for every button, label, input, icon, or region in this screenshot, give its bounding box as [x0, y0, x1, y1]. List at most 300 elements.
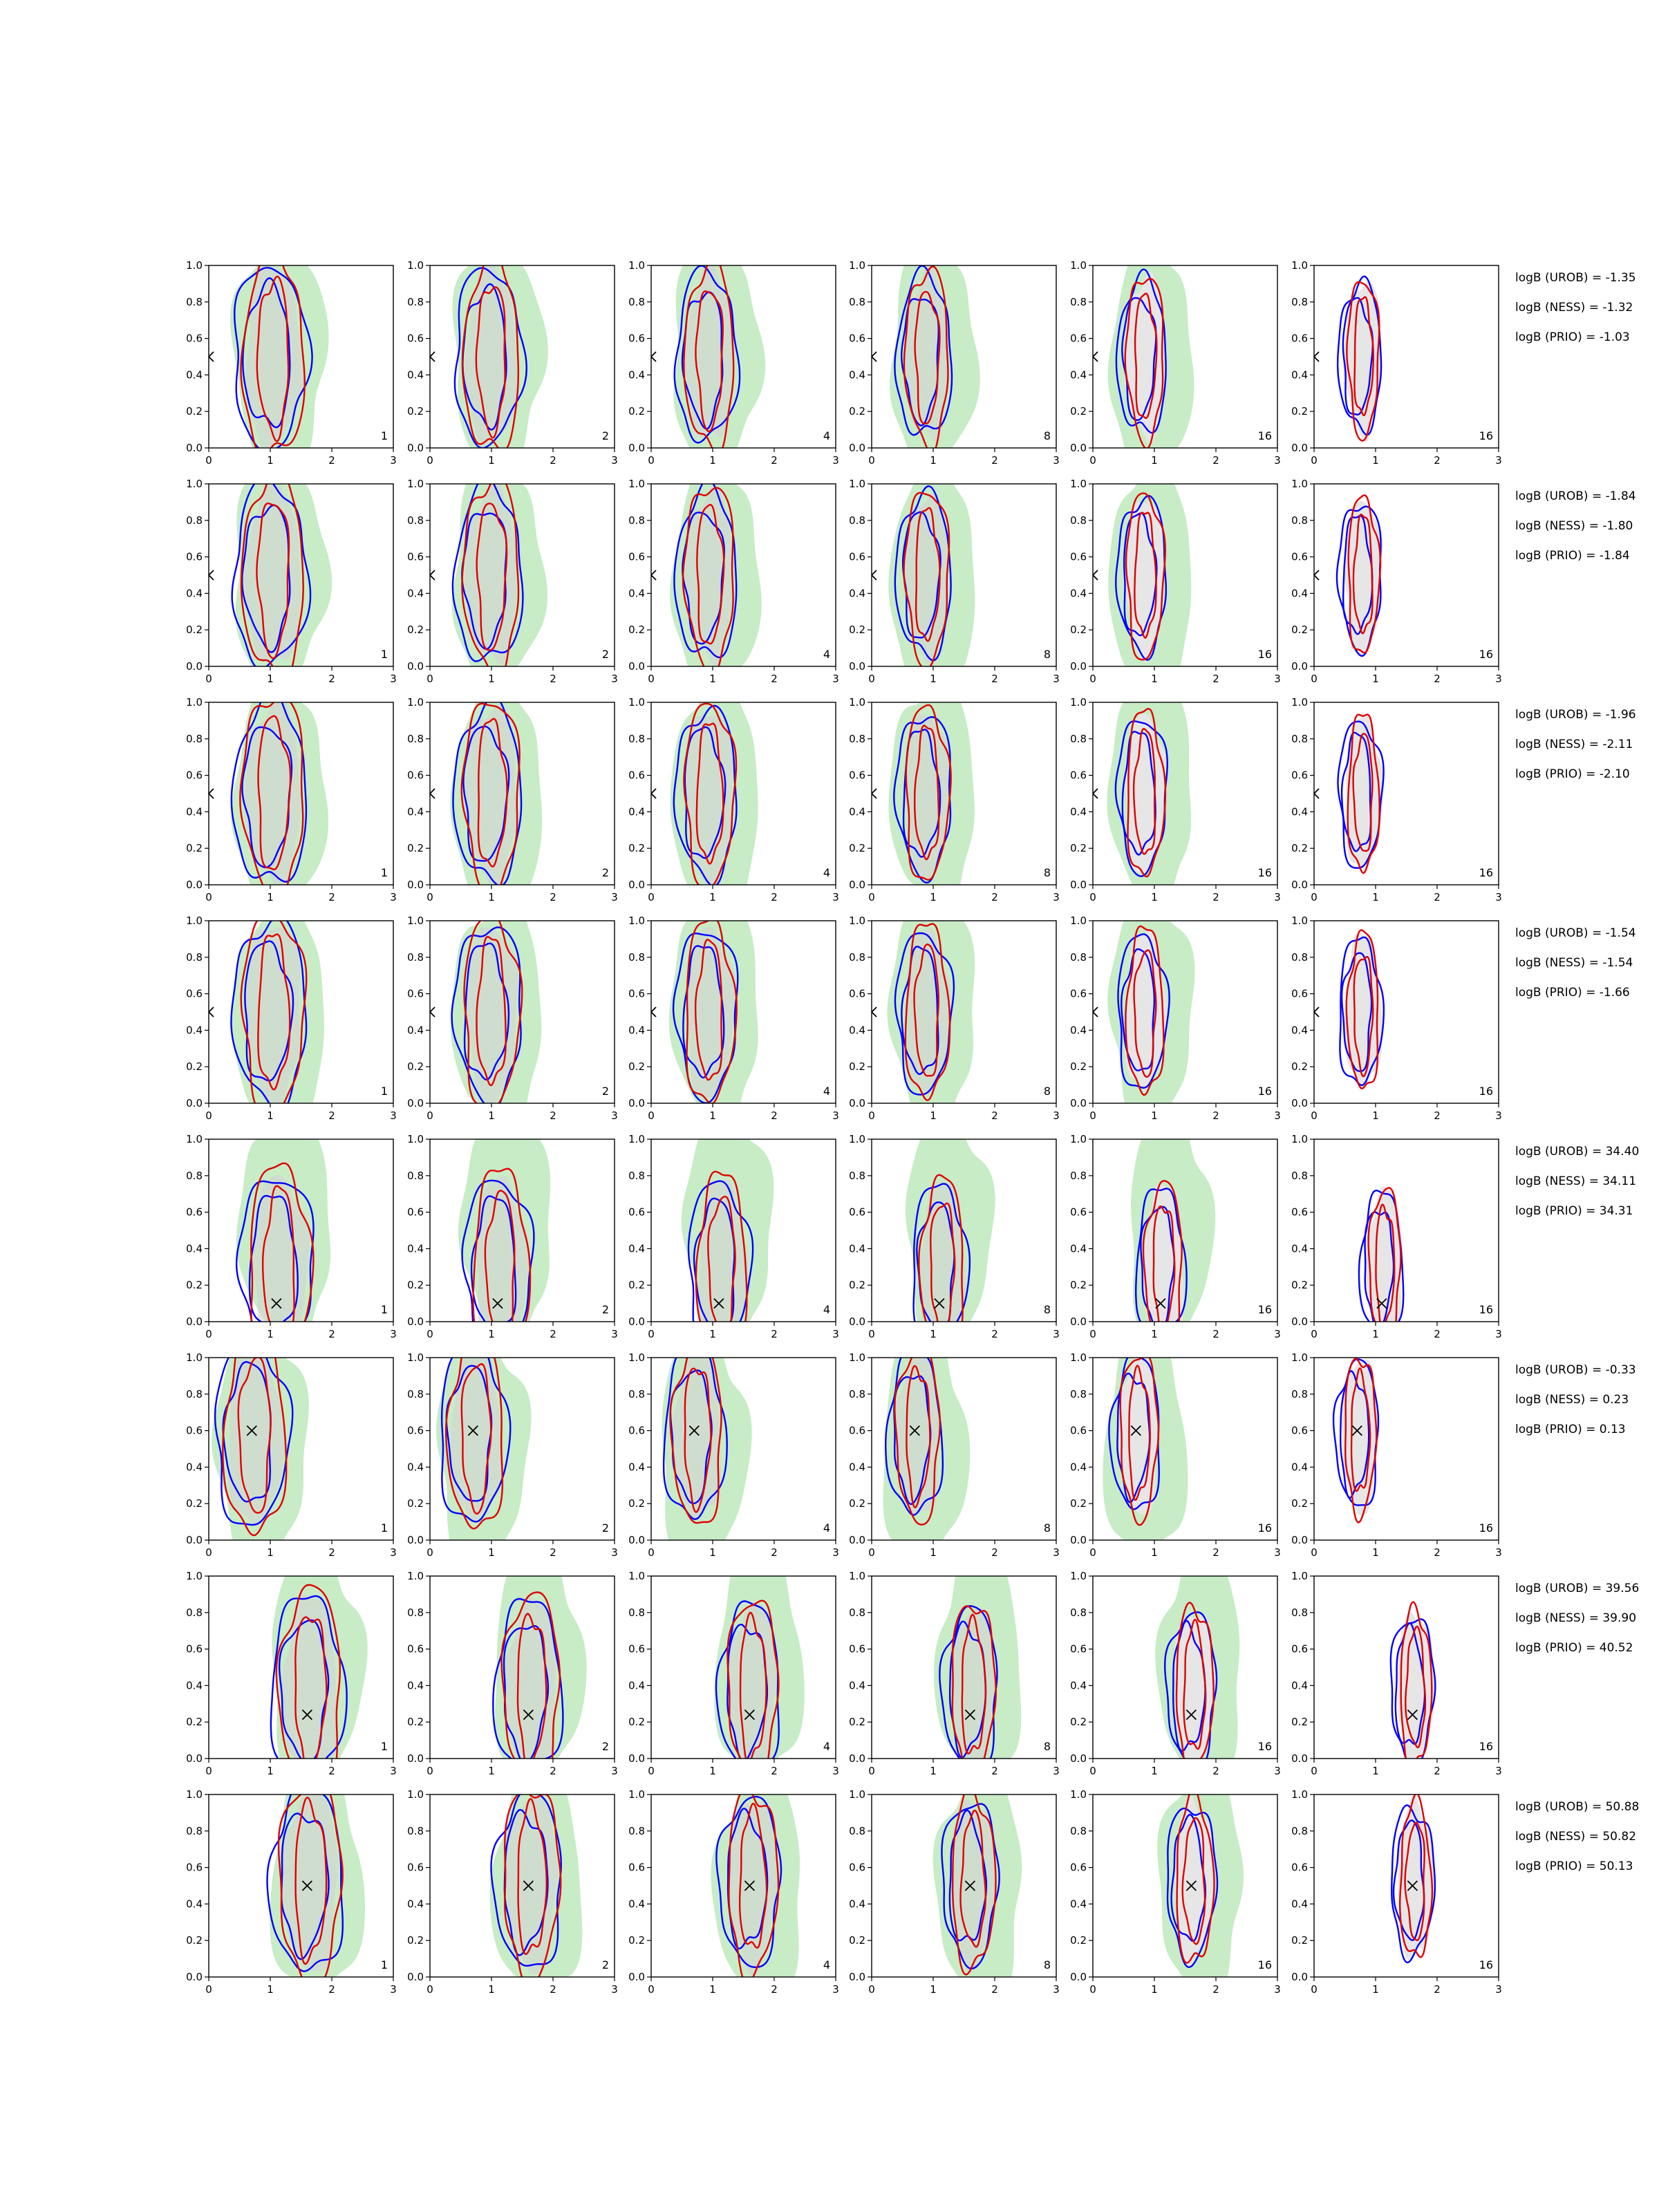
x-tick-label: 0 [1089, 891, 1096, 903]
y-tick-label: 0.0 [407, 1752, 424, 1765]
y-tick-label: 0.2 [849, 1934, 865, 1947]
x-tick-label: 2 [550, 1109, 556, 1122]
y-tick-label: 0.4 [407, 1897, 424, 1911]
y-tick-label: 0.6 [849, 1206, 865, 1219]
y-tick-label: 0.8 [407, 1169, 424, 1182]
logb-ness-label: logB (NESS) = -1.54 [1515, 956, 1633, 970]
y-tick-label: 1.0 [407, 1570, 424, 1582]
y-tick-label: 1.0 [1070, 1351, 1087, 1364]
x-tick-label: 2 [991, 1109, 998, 1122]
y-tick-label: 1.0 [628, 259, 645, 272]
y-tick-label: 1.0 [407, 1351, 424, 1364]
y-tick-label: 1.0 [1070, 1133, 1087, 1145]
y-tick-label: 0.2 [186, 405, 203, 418]
y-tick-label: 0.8 [1070, 1824, 1087, 1837]
y-tick-label: 0.4 [628, 1242, 645, 1255]
y-tick-label: 0.6 [1070, 550, 1087, 563]
y-tick-label: 0.6 [1070, 769, 1087, 782]
x-tick-label: 1 [488, 891, 495, 903]
y-tick-label: 0.0 [1070, 660, 1087, 673]
y-tick-label: 0.2 [849, 842, 865, 855]
x-tick-label: 1 [709, 1765, 716, 1777]
logb-urob-label: logB (UROB) = -1.35 [1515, 271, 1636, 285]
panel-count-label: 4 [823, 1303, 830, 1316]
x-tick-label: 3 [1495, 1109, 1502, 1122]
panel-count-label: 2 [601, 648, 609, 661]
panel-count-label: 4 [823, 1085, 830, 1098]
y-tick-label: 0.2 [628, 1060, 645, 1074]
x-tick-label: 2 [550, 454, 556, 467]
y-tick-label: 0.8 [407, 295, 424, 308]
y-tick-label: 0.6 [849, 332, 865, 345]
x-tick-label: 1 [1372, 454, 1379, 467]
y-tick-label: 0.0 [628, 1315, 645, 1328]
x-tick-label: 3 [1053, 1983, 1060, 1996]
x-tick-label: 1 [1372, 1328, 1379, 1340]
y-tick-label: 0.8 [849, 732, 865, 745]
y-tick-label: 1.0 [849, 696, 865, 709]
y-tick-label: 0.4 [186, 368, 203, 382]
x-tick-label: 1 [930, 1765, 937, 1777]
x-tick-label: 1 [709, 1983, 716, 1996]
x-tick-label: 1 [1372, 1109, 1379, 1122]
y-tick-label: 0.0 [186, 660, 203, 673]
x-tick-label: 3 [1053, 673, 1060, 685]
y-tick-label: 1.0 [1291, 1788, 1308, 1801]
y-tick-label: 0.4 [628, 368, 645, 382]
x-tick-label: 2 [771, 1328, 778, 1340]
y-tick-label: 0.2 [407, 1060, 424, 1074]
panel-count-label: 8 [1043, 1303, 1051, 1316]
x-tick-label: 1 [1151, 1546, 1158, 1559]
y-tick-label: 0.4 [186, 1897, 203, 1911]
x-tick-label: 3 [832, 891, 839, 903]
y-tick-label: 0.0 [849, 1097, 865, 1109]
x-tick-label: 3 [1274, 1765, 1281, 1777]
x-tick-label: 0 [1311, 1109, 1318, 1122]
y-tick-label: 0.4 [849, 368, 865, 382]
x-tick-label: 2 [328, 1765, 335, 1777]
x-tick-label: 3 [1274, 1983, 1281, 1996]
y-tick-label: 0.8 [849, 1169, 865, 1182]
y-tick-label: 1.0 [849, 1788, 865, 1801]
y-tick-label: 0.8 [849, 950, 865, 964]
y-tick-label: 0.6 [407, 1206, 424, 1219]
y-tick-label: 0.0 [628, 660, 645, 673]
x-tick-label: 0 [1089, 1328, 1096, 1340]
x-tick-label: 3 [832, 454, 839, 467]
y-tick-label: 0.4 [849, 1897, 865, 1911]
x-tick-label: 0 [427, 891, 433, 903]
x-tick-label: 2 [1434, 891, 1441, 903]
x-tick-label: 2 [328, 891, 335, 903]
y-tick-label: 0.4 [849, 1679, 865, 1692]
y-tick-label: 1.0 [186, 696, 203, 709]
x-tick-label: 3 [1495, 1983, 1502, 1996]
y-tick-label: 0.0 [1291, 1315, 1308, 1328]
y-tick-label: 0.8 [407, 950, 424, 964]
logb-ness-label: logB (NESS) = -2.11 [1515, 738, 1633, 751]
x-tick-label: 2 [328, 1328, 335, 1340]
y-tick-label: 0.2 [407, 842, 424, 855]
y-tick-label: 0.6 [628, 987, 645, 1000]
x-tick-label: 0 [1311, 454, 1318, 467]
x-tick-label: 3 [1495, 673, 1502, 685]
x-tick-label: 2 [991, 1765, 998, 1777]
x-tick-label: 2 [550, 891, 556, 903]
x-tick-label: 1 [267, 1546, 274, 1559]
x-tick-label: 0 [205, 1765, 212, 1777]
x-tick-label: 1 [930, 1109, 937, 1122]
x-tick-label: 2 [1212, 1983, 1219, 1996]
x-tick-label: 3 [832, 673, 839, 685]
y-tick-label: 0.0 [407, 1315, 424, 1328]
y-tick-label: 0.4 [186, 805, 203, 818]
y-tick-label: 0.2 [1070, 842, 1087, 855]
y-tick-label: 1.0 [628, 915, 645, 927]
panel-count-label: 16 [1257, 648, 1272, 661]
y-tick-label: 0.2 [1070, 1060, 1087, 1074]
y-tick-label: 0.0 [1070, 1752, 1087, 1765]
x-tick-label: 0 [648, 1765, 655, 1777]
logb-urob-label: logB (UROB) = -0.33 [1515, 1363, 1636, 1377]
y-tick-label: 0.8 [849, 514, 865, 527]
x-tick-label: 2 [771, 1109, 778, 1122]
x-tick-label: 3 [1053, 1546, 1060, 1559]
y-tick-label: 1.0 [186, 915, 203, 927]
y-tick-label: 0.6 [186, 1206, 203, 1219]
y-tick-label: 0.4 [186, 1024, 203, 1037]
y-tick-label: 0.6 [628, 332, 645, 345]
y-tick-label: 0.4 [1070, 1461, 1087, 1474]
y-tick-label: 0.0 [407, 660, 424, 673]
y-tick-label: 0.4 [186, 1679, 203, 1692]
x-tick-label: 1 [930, 1328, 937, 1340]
y-tick-label: 0.6 [1291, 987, 1308, 1000]
y-tick-label: 1.0 [186, 1351, 203, 1364]
x-tick-label: 3 [611, 673, 618, 685]
x-tick-label: 2 [771, 454, 778, 467]
x-tick-label: 3 [611, 1328, 618, 1340]
y-tick-label: 0.2 [1291, 405, 1308, 418]
y-tick-label: 0.8 [1070, 1387, 1087, 1400]
x-tick-label: 1 [267, 1328, 274, 1340]
y-tick-label: 0.2 [849, 1497, 865, 1510]
x-tick-label: 0 [868, 1328, 875, 1340]
x-tick-label: 3 [611, 1983, 618, 1996]
x-tick-label: 0 [648, 1328, 655, 1340]
x-tick-label: 2 [1434, 1983, 1441, 1996]
panel-count-label: 4 [823, 1740, 830, 1753]
x-tick-label: 3 [1274, 1328, 1281, 1340]
y-tick-label: 0.2 [407, 1934, 424, 1947]
panel-count-label: 2 [601, 429, 609, 442]
x-tick-label: 0 [205, 454, 212, 467]
y-tick-label: 0.0 [849, 660, 865, 673]
x-tick-label: 3 [611, 1546, 618, 1559]
x-tick-label: 1 [1151, 1328, 1158, 1340]
y-tick-label: 0.2 [1291, 1934, 1308, 1947]
x-tick-label: 2 [550, 1765, 556, 1777]
panel-count-label: 1 [380, 648, 388, 661]
x-tick-label: 3 [1274, 891, 1281, 903]
panel-count-label: 2 [601, 1303, 609, 1316]
y-tick-label: 0.0 [186, 1534, 203, 1546]
y-tick-label: 0.0 [1070, 442, 1087, 454]
panel-count-label: 16 [1479, 1303, 1493, 1316]
y-tick-label: 0.2 [186, 1279, 203, 1292]
y-tick-label: 1.0 [628, 696, 645, 709]
x-tick-label: 0 [427, 1983, 433, 1996]
y-tick-label: 0.8 [186, 1606, 203, 1619]
x-tick-label: 3 [390, 1546, 397, 1559]
y-tick-label: 0.8 [849, 1387, 865, 1400]
panel-count-label: 16 [1479, 1740, 1493, 1753]
x-tick-label: 1 [267, 1765, 274, 1777]
y-tick-label: 0.8 [1291, 732, 1308, 745]
y-tick-label: 0.2 [1291, 1716, 1308, 1729]
y-tick-label: 0.0 [1291, 1097, 1308, 1109]
y-tick-label: 0.6 [628, 769, 645, 782]
y-tick-label: 0.2 [849, 624, 865, 637]
x-tick-label: 3 [832, 1765, 839, 1777]
y-tick-label: 0.0 [407, 1971, 424, 1983]
y-tick-label: 0.2 [628, 842, 645, 855]
y-tick-label: 0.4 [628, 587, 645, 600]
y-tick-label: 0.8 [1291, 1387, 1308, 1400]
y-tick-label: 0.8 [628, 514, 645, 527]
panel-count-label: 1 [380, 1740, 388, 1753]
logb-urob-label: logB (UROB) = -1.54 [1515, 926, 1636, 940]
x-tick-label: 2 [991, 454, 998, 467]
y-tick-label: 1.0 [628, 1570, 645, 1582]
y-tick-label: 0.4 [407, 805, 424, 818]
x-tick-label: 0 [1089, 1983, 1096, 1996]
panel-count-label: 4 [823, 1521, 830, 1535]
y-tick-label: 0.2 [186, 1497, 203, 1510]
y-tick-label: 0.4 [407, 1679, 424, 1692]
x-tick-label: 3 [1495, 891, 1502, 903]
y-tick-label: 0.0 [1291, 660, 1308, 673]
x-tick-label: 1 [267, 1109, 274, 1122]
x-tick-label: 3 [390, 891, 397, 903]
x-tick-label: 0 [427, 1765, 433, 1777]
y-tick-label: 0.0 [1070, 879, 1087, 891]
x-tick-label: 3 [390, 1983, 397, 1996]
y-tick-label: 0.8 [849, 1824, 865, 1837]
panel-count-label: 4 [823, 429, 830, 442]
y-tick-label: 1.0 [849, 1351, 865, 1364]
x-tick-label: 1 [930, 454, 937, 467]
logb-ness-label: logB (NESS) = 34.11 [1515, 1174, 1637, 1188]
y-tick-label: 0.6 [1291, 332, 1308, 345]
x-tick-label: 3 [390, 1328, 397, 1340]
y-tick-label: 0.8 [1291, 514, 1308, 527]
x-tick-label: 0 [868, 454, 875, 467]
x-tick-label: 0 [205, 1328, 212, 1340]
logb-urob-label: logB (UROB) = 34.40 [1515, 1145, 1640, 1159]
logb-urob-label: logB (UROB) = 50.88 [1515, 1800, 1640, 1814]
y-tick-label: 0.6 [407, 769, 424, 782]
y-tick-label: 1.0 [407, 259, 424, 272]
y-tick-label: 0.6 [1291, 1642, 1308, 1656]
x-tick-label: 2 [1212, 673, 1219, 685]
y-tick-label: 0.0 [628, 1752, 645, 1765]
y-tick-label: 0.2 [849, 1060, 865, 1074]
x-tick-label: 1 [930, 1983, 937, 1996]
y-tick-label: 1.0 [849, 259, 865, 272]
y-tick-label: 0.4 [1070, 1897, 1087, 1911]
logb-prio-label: logB (PRIO) = -1.03 [1515, 330, 1630, 344]
y-tick-label: 0.0 [186, 1752, 203, 1765]
y-tick-label: 1.0 [1070, 696, 1087, 709]
x-tick-label: 0 [1311, 1546, 1318, 1559]
y-tick-label: 0.2 [407, 1279, 424, 1292]
y-tick-label: 0.8 [628, 1824, 645, 1837]
x-tick-label: 2 [991, 673, 998, 685]
y-tick-label: 0.2 [1291, 842, 1308, 855]
x-tick-label: 2 [1212, 1109, 1219, 1122]
y-tick-label: 0.6 [849, 1861, 865, 1874]
x-tick-label: 3 [611, 1765, 618, 1777]
y-tick-label: 0.6 [1070, 1642, 1087, 1656]
x-tick-label: 1 [1151, 454, 1158, 467]
y-tick-label: 1.0 [186, 478, 203, 490]
x-tick-label: 2 [1434, 1109, 1441, 1122]
x-tick-label: 2 [771, 1765, 778, 1777]
x-tick-label: 2 [771, 891, 778, 903]
y-tick-label: 0.4 [1291, 1024, 1308, 1037]
y-tick-label: 1.0 [1291, 1133, 1308, 1145]
x-tick-label: 2 [991, 1546, 998, 1559]
x-tick-label: 2 [991, 1328, 998, 1340]
x-tick-label: 2 [328, 1109, 335, 1122]
y-tick-label: 1.0 [1291, 478, 1308, 490]
logb-ness-label: logB (NESS) = 39.90 [1515, 1611, 1637, 1625]
y-tick-label: 1.0 [407, 915, 424, 927]
y-tick-label: 1.0 [186, 1133, 203, 1145]
logb-prio-label: logB (PRIO) = 50.13 [1515, 1859, 1633, 1873]
y-tick-label: 0.8 [628, 1387, 645, 1400]
panel-count-label: 2 [601, 1958, 609, 1971]
y-tick-label: 0.8 [1070, 950, 1087, 964]
x-tick-label: 0 [1311, 1983, 1318, 1996]
y-tick-label: 0.8 [628, 1169, 645, 1182]
logb-prio-label: logB (PRIO) = -1.84 [1515, 549, 1630, 563]
y-tick-label: 0.4 [849, 587, 865, 600]
y-tick-label: 0.0 [1291, 1534, 1308, 1546]
y-tick-label: 0.6 [186, 1424, 203, 1437]
y-tick-label: 0.8 [186, 514, 203, 527]
x-tick-label: 0 [1089, 1546, 1096, 1559]
y-tick-label: 0.6 [407, 1861, 424, 1874]
x-tick-label: 3 [832, 1328, 839, 1340]
y-tick-label: 0.8 [1291, 295, 1308, 308]
y-tick-label: 1.0 [849, 1570, 865, 1582]
y-tick-label: 1.0 [1070, 478, 1087, 490]
x-tick-label: 1 [1151, 1983, 1158, 1996]
y-tick-label: 0.6 [1291, 1424, 1308, 1437]
logb-prio-label: logB (PRIO) = -2.10 [1515, 767, 1630, 781]
y-tick-label: 0.2 [186, 842, 203, 855]
y-tick-label: 0.2 [186, 624, 203, 637]
y-tick-label: 1.0 [628, 478, 645, 490]
x-tick-label: 3 [390, 454, 397, 467]
x-tick-label: 0 [205, 891, 212, 903]
panel-count-label: 2 [601, 1085, 609, 1098]
panel-count-label: 16 [1257, 1740, 1272, 1753]
panel-count-label: 16 [1257, 1958, 1272, 1971]
y-tick-label: 0.8 [186, 732, 203, 745]
panel-count-label: 1 [380, 429, 388, 442]
x-tick-label: 0 [1311, 891, 1318, 903]
logb-ness-label: logB (NESS) = -1.80 [1515, 519, 1633, 533]
y-tick-label: 0.0 [849, 442, 865, 454]
x-tick-label: 0 [648, 673, 655, 685]
y-tick-label: 0.4 [628, 1897, 645, 1911]
y-tick-label: 0.2 [628, 1716, 645, 1729]
x-tick-label: 1 [1151, 891, 1158, 903]
x-tick-label: 2 [550, 1546, 556, 1559]
x-tick-label: 0 [648, 454, 655, 467]
x-tick-label: 0 [1089, 1765, 1096, 1777]
y-tick-label: 0.8 [186, 950, 203, 964]
panel-count-label: 8 [1043, 648, 1051, 661]
x-tick-label: 0 [427, 1109, 433, 1122]
y-tick-label: 0.6 [849, 987, 865, 1000]
x-tick-label: 2 [1212, 891, 1219, 903]
y-tick-label: 0.0 [1291, 1971, 1308, 1983]
y-tick-label: 0.2 [1070, 1279, 1087, 1292]
y-tick-label: 0.2 [407, 1497, 424, 1510]
y-tick-label: 1.0 [1070, 259, 1087, 272]
x-tick-label: 0 [868, 1109, 875, 1122]
panel-count-label: 4 [823, 648, 830, 661]
y-tick-label: 0.8 [407, 1606, 424, 1619]
y-tick-label: 0.6 [1070, 1861, 1087, 1874]
y-tick-label: 0.6 [849, 550, 865, 563]
y-tick-label: 0.6 [1291, 1206, 1308, 1219]
panel-count-label: 1 [380, 866, 388, 879]
y-tick-label: 0.6 [1070, 1206, 1087, 1219]
x-tick-label: 0 [1311, 1328, 1318, 1340]
y-tick-label: 0.0 [628, 1971, 645, 1983]
y-tick-label: 0.2 [1070, 624, 1087, 637]
x-tick-label: 3 [1053, 1328, 1060, 1340]
y-tick-label: 0.0 [628, 1534, 645, 1546]
y-tick-label: 0.0 [849, 1534, 865, 1546]
x-tick-label: 0 [1089, 454, 1096, 467]
x-tick-label: 1 [267, 891, 274, 903]
y-tick-label: 1.0 [1291, 696, 1308, 709]
panel-count-label: 8 [1043, 1521, 1051, 1535]
x-tick-label: 2 [328, 1546, 335, 1559]
panel-count-label: 16 [1479, 1521, 1493, 1535]
x-tick-label: 0 [648, 891, 655, 903]
y-tick-label: 0.0 [1291, 1752, 1308, 1765]
x-tick-label: 3 [1274, 1109, 1281, 1122]
x-tick-label: 1 [488, 1546, 495, 1559]
y-tick-label: 0.4 [849, 1461, 865, 1474]
x-tick-label: 1 [488, 1328, 495, 1340]
y-tick-label: 0.4 [1291, 368, 1308, 382]
y-tick-label: 0.0 [1291, 442, 1308, 454]
x-tick-label: 1 [267, 673, 274, 685]
y-tick-label: 1.0 [628, 1351, 645, 1364]
y-tick-label: 0.8 [186, 1387, 203, 1400]
panel-count-label: 8 [1043, 866, 1051, 879]
panel-count-label: 1 [380, 1303, 388, 1316]
